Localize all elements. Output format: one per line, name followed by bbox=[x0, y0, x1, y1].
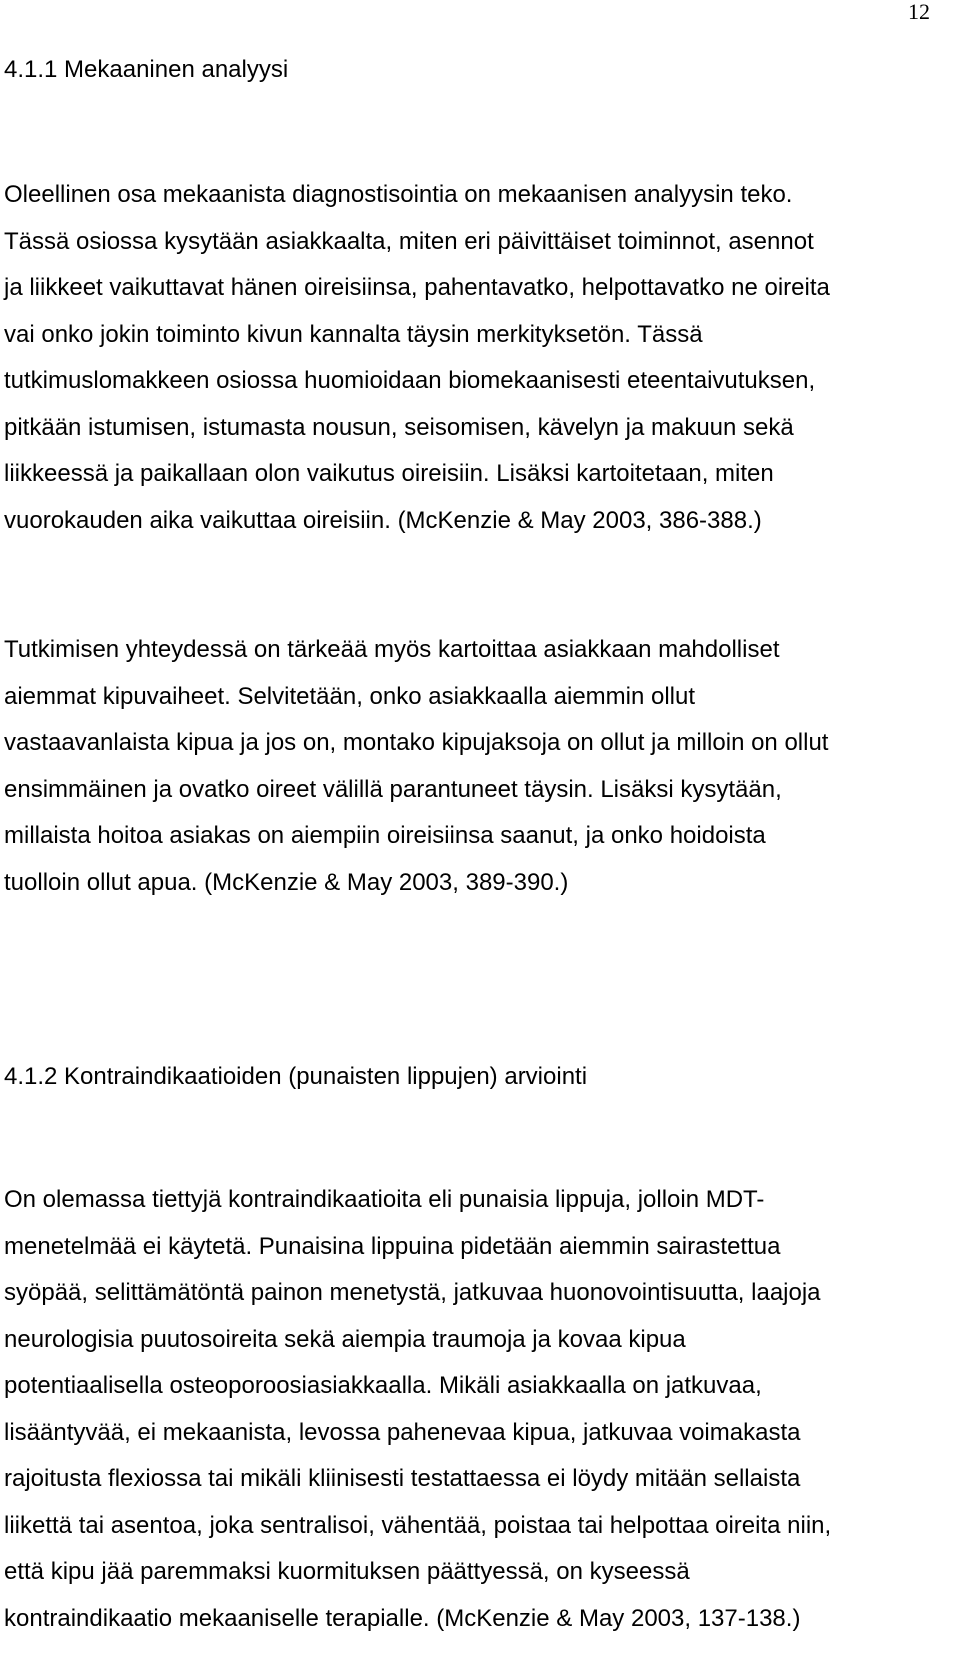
text-line: Tutkimisen yhteydessä on tärkeää myös kartoittaa asiakkaan mahdolliset bbox=[4, 636, 780, 663]
paragraph-contraindications bbox=[4, 1177, 956, 1642]
paragraph-mechanical-analysis bbox=[4, 172, 956, 544]
text-line: Tässä osiossa kysytään asiakkaalta, miten eri päivittäiset toiminnot, asennot bbox=[4, 227, 814, 255]
text-line: rajoitusta flexiossa tai mikäli kliinisesti testattaessa ei löydy mitään sellaista bbox=[4, 1465, 801, 1492]
text-line: vuorokauden aika vaikuttaa oireisiin. (McKenzie & May 2003, 386-388.) bbox=[4, 506, 762, 534]
text-line: tutkimuslomakkeen osiossa huomioidaan biomekaanisesti eteentaivutuksen, bbox=[4, 367, 816, 394]
text-line: liikettä tai asentoa, joka sentralisoi, vähentää, poistaa tai helpottaa oireita niin, bbox=[4, 1511, 832, 1539]
text-line: neurologisia puutosoireita sekä aiempia traumoja ja kovaa kipua bbox=[4, 1325, 686, 1353]
text-line: On olemassa tiettyjä kontraindikaatioita eli punaisia lippuja, jolloin MDT- bbox=[4, 1186, 765, 1213]
page-number: 12 bbox=[908, 0, 930, 24]
text-line: vastaavanlaista kipua ja jos on, montako kipujaksoja on ollut ja milloin on ollut bbox=[4, 729, 829, 756]
text-line: liikkeessä ja paikallaan olon vaikutus oireisiin. Lisäksi kartoitetaan, miten bbox=[4, 460, 774, 487]
paragraph-previous-pain-episodes bbox=[4, 627, 956, 906]
text-line: millaista hoitoa asiakas on aiempiin oireisiinsa saanut, ja onko hoidoista bbox=[4, 822, 766, 849]
text-line: ensimmäinen ja ovatko oireet välillä parantuneet täysin. Lisäksi kysytään, bbox=[4, 775, 782, 803]
text-line: kontraindikaatio mekaaniselle terapialle. (McKenzie & May 2003, 137-138.) bbox=[4, 1604, 801, 1632]
text-line: vai onko jokin toiminto kivun kannalta täysin merkityksetön. Tässä bbox=[4, 320, 703, 348]
text-line: menetelmää ei käytetä. Punaisina lippuina pidetään aiemmin sairastettua bbox=[4, 1232, 781, 1260]
text-line: aiemmat kipuvaiheet. Selvitetään, onko asiakkaalla aiemmin ollut bbox=[4, 682, 696, 710]
text-line: syöpää, selittämätöntä painon menetystä, jatkuvaa huonovointisuutta, laajoja bbox=[4, 1279, 821, 1306]
text-line: potentiaalisella osteoporoosiasiakkaalla. Mikäli asiakkaalla on jatkuvaa, bbox=[4, 1372, 762, 1399]
text-line: lisääntyvää, ei mekaanista, levossa pahenevaa kipua, jatkuvaa voimakasta bbox=[4, 1418, 801, 1446]
text-line: pitkään istumisen, istumasta nousun, seisomisen, kävelyn ja makuun sekä bbox=[4, 413, 794, 441]
text-line: ja liikkeet vaikuttavat hänen oireisiinsa, pahentavatko, helpottavatko ne oireita bbox=[4, 274, 830, 301]
text-line: tuolloin ollut apua. (McKenzie & May 2003, 389-390.) bbox=[4, 868, 569, 896]
text-line: Oleellinen osa mekaanista diagnostisointia on mekaanisen analyysin teko. bbox=[4, 181, 793, 208]
section-heading-contraindications: 4.1.2 Kontraindikaatioiden (punaisten lippujen) arviointi bbox=[4, 1063, 588, 1090]
text-line: että kipu jää paremmaksi kuormituksen päättyessä, on kyseessä bbox=[4, 1558, 690, 1585]
section-heading-mechanical-analysis: 4.1.1 Mekaaninen analyysi bbox=[4, 56, 289, 83]
